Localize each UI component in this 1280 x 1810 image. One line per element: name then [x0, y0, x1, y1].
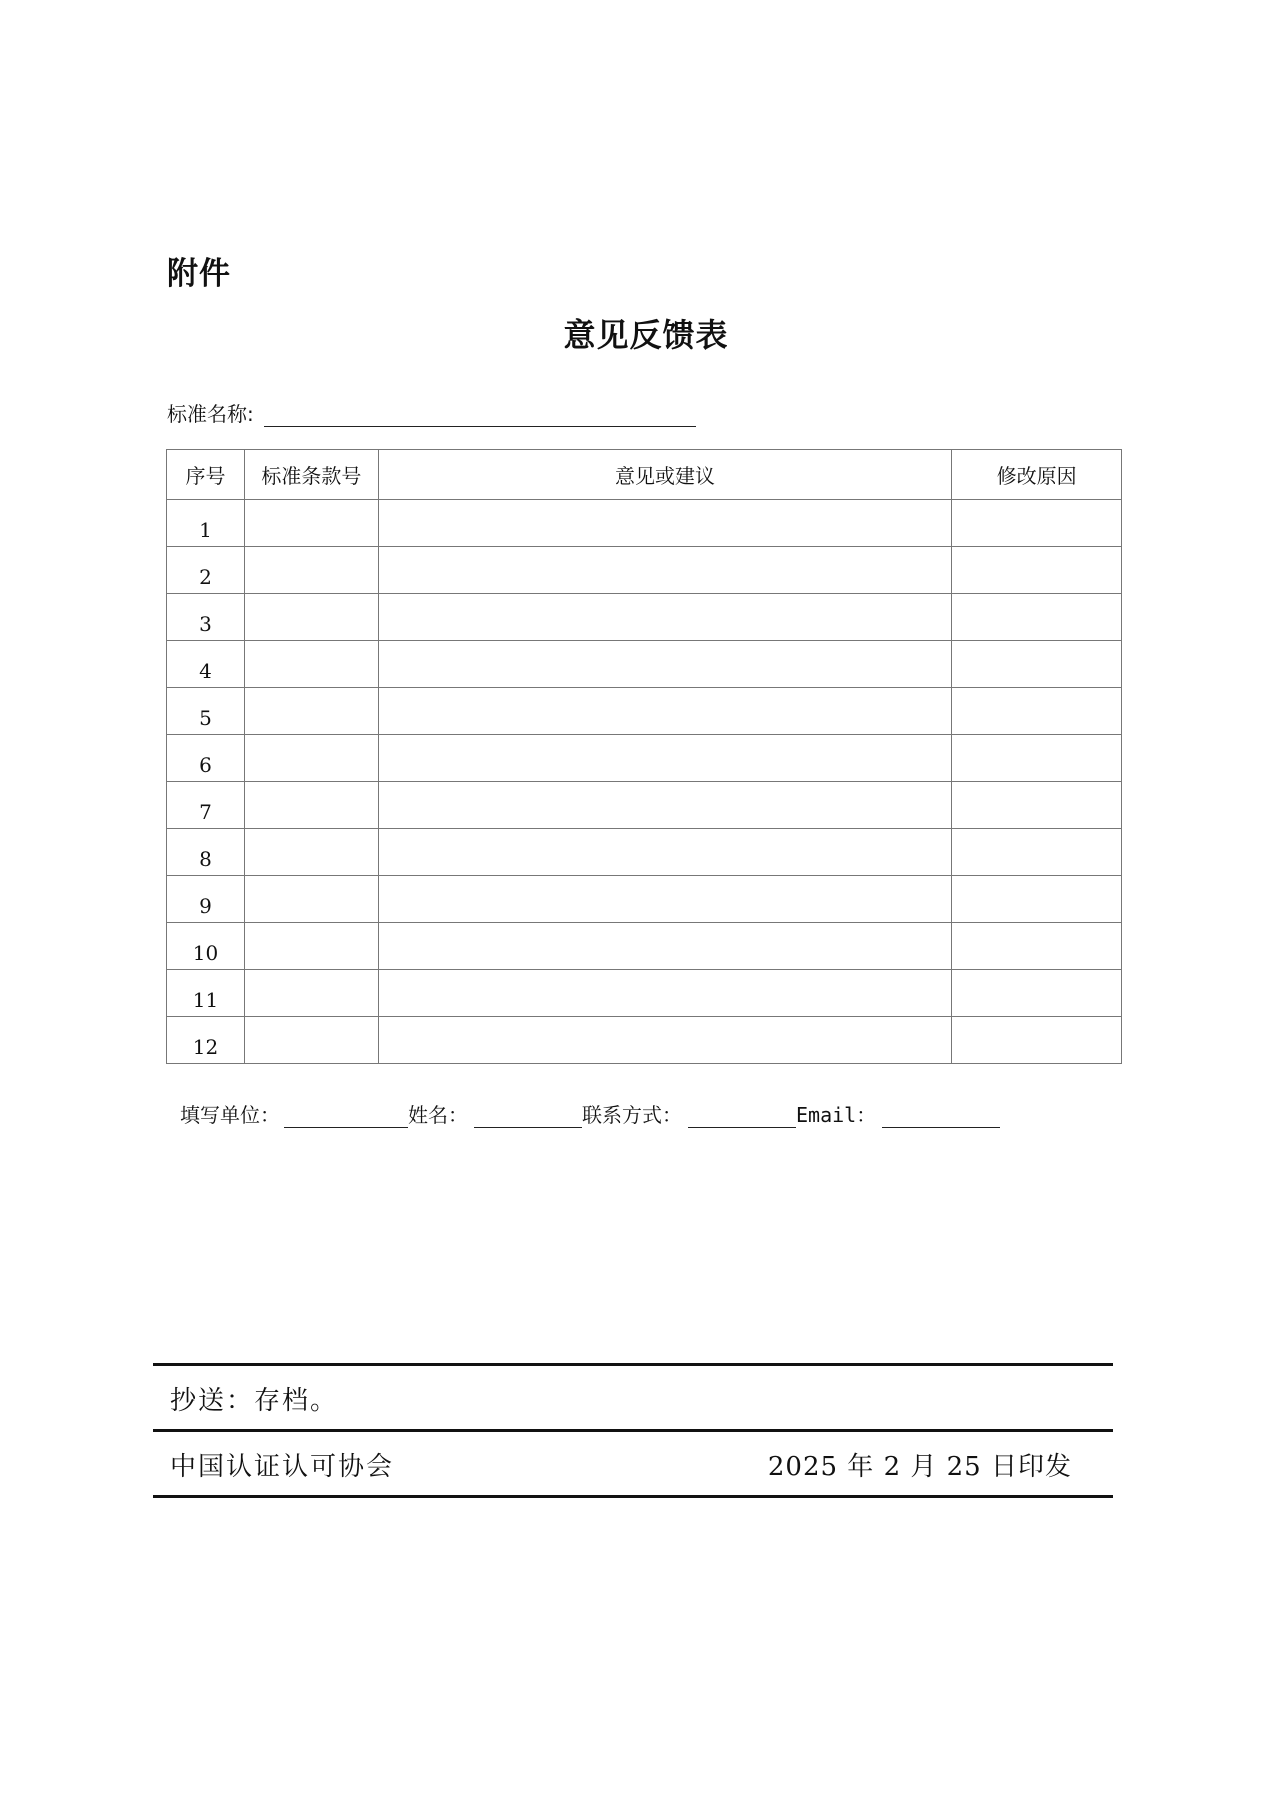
row-seq-cell: 3 — [167, 594, 245, 641]
row-opinion-cell[interactable] — [378, 970, 951, 1017]
row-opinion-cell[interactable] — [378, 1017, 951, 1064]
row-reason-cell[interactable] — [952, 923, 1122, 970]
row-clause-cell[interactable] — [244, 829, 378, 876]
fill-in-line — [180, 1099, 1000, 1128]
row-seq-cell: 8 — [167, 829, 245, 876]
row-clause-cell[interactable] — [244, 735, 378, 782]
standard-name-label: 标准名称: — [167, 402, 254, 426]
row-seq-cell: 9 — [167, 876, 245, 923]
row-opinion-cell[interactable] — [378, 782, 951, 829]
form-title: 意见反馈表 — [563, 316, 729, 354]
feedback-table — [166, 449, 1122, 1064]
unit-label: 填写单位： — [180, 1103, 280, 1127]
table-row — [167, 735, 1122, 782]
table-row — [167, 876, 1122, 923]
row-opinion-cell[interactable] — [378, 500, 951, 547]
row-clause-cell[interactable] — [244, 688, 378, 735]
table-row — [167, 688, 1122, 735]
table-row — [167, 500, 1122, 547]
row-seq-cell: 12 — [167, 1017, 245, 1064]
name-blank — [474, 1105, 582, 1128]
table-row — [167, 1017, 1122, 1064]
row-seq-cell: 6 — [167, 735, 245, 782]
row-reason-cell[interactable] — [952, 1017, 1122, 1064]
standard-name-blank — [264, 404, 696, 427]
row-clause-cell[interactable] — [244, 923, 378, 970]
contact-blank — [688, 1105, 796, 1128]
row-opinion-cell[interactable] — [378, 547, 951, 594]
row-seq-cell: 2 — [167, 547, 245, 594]
row-opinion-cell[interactable] — [378, 641, 951, 688]
header-seq: 序号 — [167, 450, 245, 500]
row-reason-cell[interactable] — [952, 735, 1122, 782]
row-reason-cell[interactable] — [952, 970, 1122, 1017]
row-reason-cell[interactable] — [952, 641, 1122, 688]
table-row — [167, 594, 1122, 641]
footer-middle-rule — [153, 1429, 1113, 1432]
row-seq-cell: 11 — [167, 970, 245, 1017]
header-reason: 修改原因 — [952, 450, 1122, 500]
row-seq-cell: 5 — [167, 688, 245, 735]
row-opinion-cell[interactable] — [378, 923, 951, 970]
name-label: 姓名： — [408, 1103, 468, 1127]
row-reason-cell[interactable] — [952, 876, 1122, 923]
table-row — [167, 970, 1122, 1017]
issue-date: 2025 年 2 月 25 日印发 — [767, 1452, 1072, 1482]
table-row — [167, 923, 1122, 970]
row-reason-cell[interactable] — [952, 594, 1122, 641]
table-row — [167, 641, 1122, 688]
email-blank — [882, 1105, 1000, 1128]
row-clause-cell[interactable] — [244, 594, 378, 641]
row-clause-cell[interactable] — [244, 782, 378, 829]
table-row — [167, 547, 1122, 594]
row-clause-cell[interactable] — [244, 641, 378, 688]
table-row — [167, 829, 1122, 876]
row-clause-cell[interactable] — [244, 1017, 378, 1064]
row-opinion-cell[interactable] — [378, 829, 951, 876]
row-reason-cell[interactable] — [952, 829, 1122, 876]
footer-top-rule — [153, 1363, 1113, 1366]
row-clause-cell[interactable] — [244, 970, 378, 1017]
issuing-organization: 中国认证认可协会 — [170, 1452, 395, 1482]
cc-text: 抄送：存档。 — [170, 1386, 339, 1416]
row-reason-cell[interactable] — [952, 782, 1122, 829]
unit-blank — [284, 1105, 408, 1128]
row-clause-cell[interactable] — [244, 547, 378, 594]
row-reason-cell[interactable] — [952, 688, 1122, 735]
row-seq-cell: 10 — [167, 923, 245, 970]
table-header-row — [167, 450, 1122, 500]
row-opinion-cell[interactable] — [378, 735, 951, 782]
row-seq-cell: 4 — [167, 641, 245, 688]
header-opinion: 意见或建议 — [378, 450, 951, 500]
table-row — [167, 782, 1122, 829]
row-seq-cell: 1 — [167, 500, 245, 547]
row-reason-cell[interactable] — [952, 547, 1122, 594]
row-clause-cell[interactable] — [244, 876, 378, 923]
row-seq-cell: 7 — [167, 782, 245, 829]
row-opinion-cell[interactable] — [378, 876, 951, 923]
row-opinion-cell[interactable] — [378, 688, 951, 735]
header-clause: 标准条款号 — [244, 450, 378, 500]
row-opinion-cell[interactable] — [378, 594, 951, 641]
contact-label: 联系方式： — [582, 1103, 682, 1127]
footer-bottom-rule — [153, 1495, 1113, 1498]
row-reason-cell[interactable] — [952, 500, 1122, 547]
email-label: Email： — [796, 1103, 877, 1127]
attachment-label: 附件 — [167, 256, 231, 292]
standard-name-field — [167, 398, 696, 427]
row-clause-cell[interactable] — [244, 500, 378, 547]
